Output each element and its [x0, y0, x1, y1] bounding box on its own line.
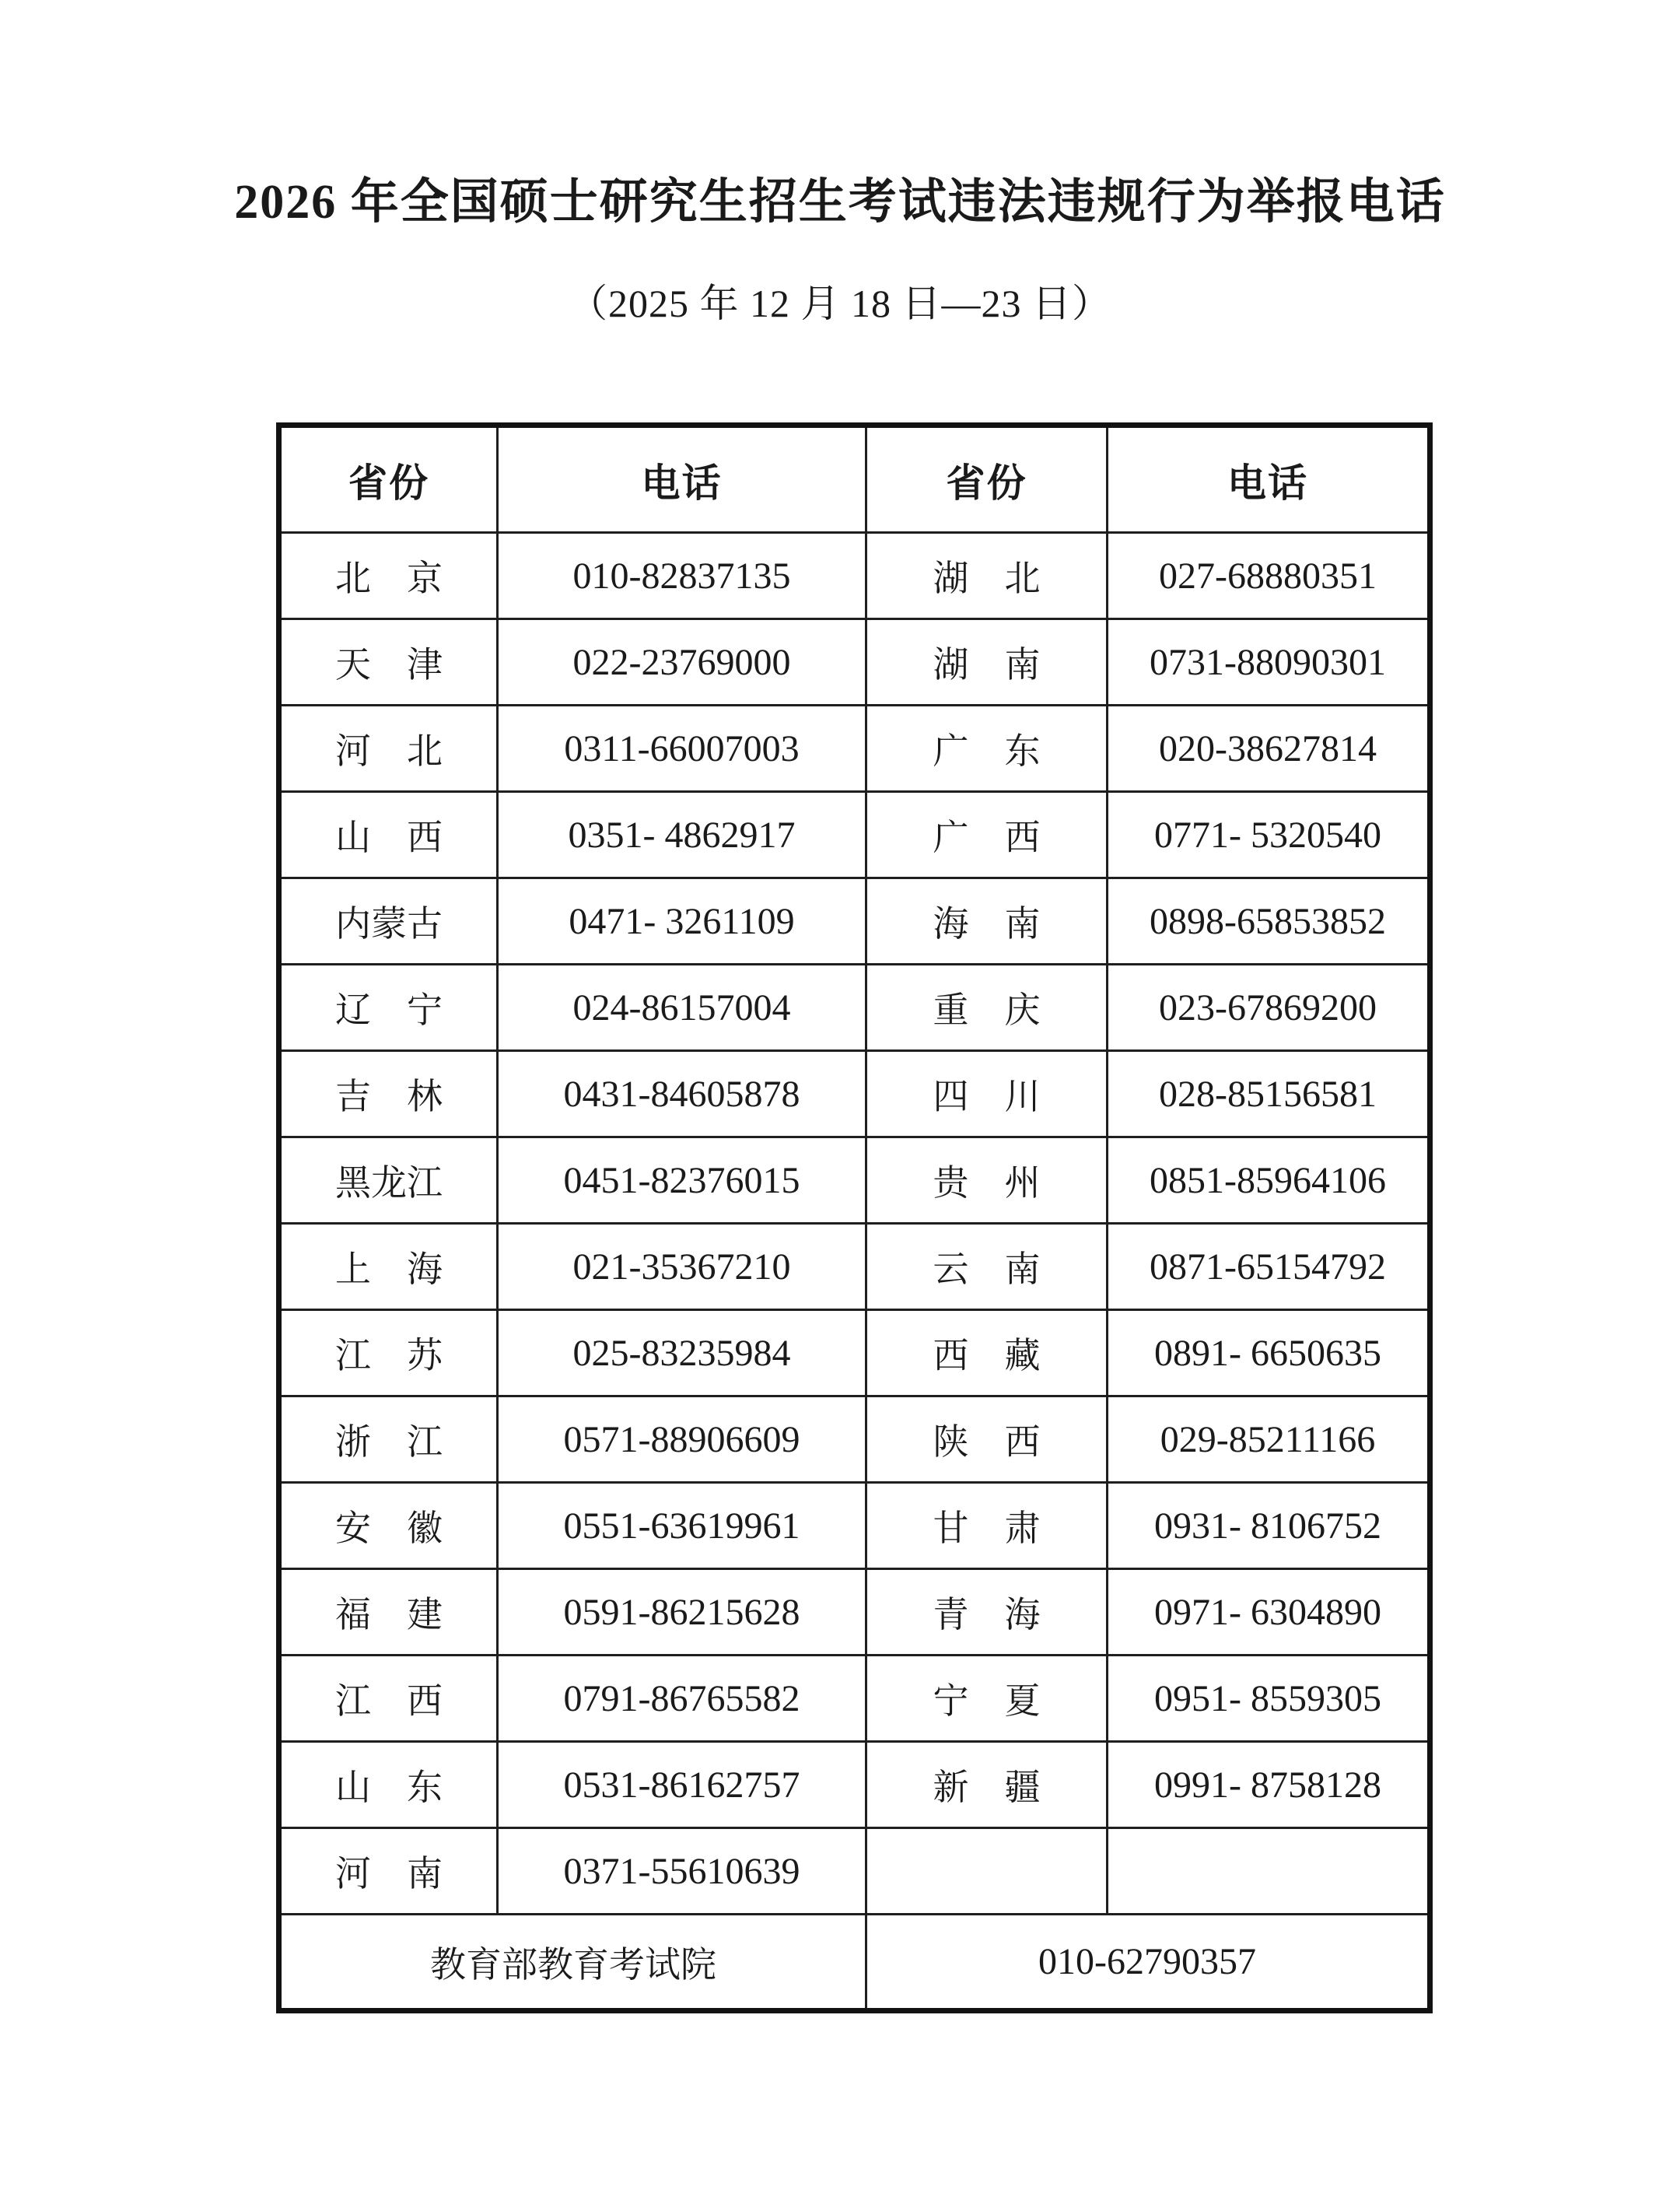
province-cell: 河 北 — [279, 706, 498, 792]
phone-cell: 0591-86215628 — [498, 1569, 866, 1656]
province-cell: 上 海 — [279, 1224, 498, 1310]
phone-cell: 023-67869200 — [1108, 965, 1430, 1051]
table-header-row — [279, 426, 1430, 533]
phone-cell: 0571-88906609 — [498, 1396, 866, 1483]
phone-cell: 0731-88090301 — [1108, 619, 1430, 706]
province-cell: 青 海 — [866, 1569, 1108, 1656]
province-cell: 辽 宁 — [279, 965, 498, 1051]
province-cell: 广 东 — [866, 706, 1108, 792]
province-cell: 江 西 — [279, 1656, 498, 1742]
province-cell: 福 建 — [279, 1569, 498, 1656]
phone-cell: 0898-65853852 — [1108, 878, 1430, 965]
province-cell: 甘 肃 — [866, 1483, 1108, 1569]
province-cell: 重 庆 — [866, 965, 1108, 1051]
province-cell: 西 藏 — [866, 1310, 1108, 1396]
table-row — [279, 619, 1430, 706]
table-footer-row — [279, 1915, 1430, 2011]
province-cell: 内蒙古 — [279, 878, 498, 965]
province-cell: 山 东 — [279, 1742, 498, 1828]
table-row — [279, 965, 1430, 1051]
header-phone-left: 电话 — [498, 426, 866, 533]
phone-cell: 0791-86765582 — [498, 1656, 866, 1742]
report-phone-table — [276, 422, 1433, 2013]
province-cell: 宁 夏 — [866, 1656, 1108, 1742]
phone-cell: 0451-82376015 — [498, 1137, 866, 1224]
table-row — [279, 878, 1430, 965]
phone-cell: 027-68880351 — [1108, 533, 1430, 619]
province-cell: 北 京 — [279, 533, 498, 619]
table-row — [279, 533, 1430, 619]
page-title: 2026 年全国硕士研究生招生考试违法违规行为举报电话 — [234, 176, 1446, 229]
phone-cell: 025-83235984 — [498, 1310, 866, 1396]
phone-cell — [1108, 1828, 1430, 1915]
province-cell: 天 津 — [279, 619, 498, 706]
province-cell: 河 南 — [279, 1828, 498, 1915]
table-row — [279, 1051, 1430, 1137]
phone-cell: 0891- 6650635 — [1108, 1310, 1430, 1396]
province-cell: 新 疆 — [866, 1742, 1108, 1828]
phone-cell: 0471- 3261109 — [498, 878, 866, 965]
province-cell: 陕 西 — [866, 1396, 1108, 1483]
province-cell: 海 南 — [866, 878, 1108, 965]
table-row — [279, 706, 1430, 792]
province-cell: 山 西 — [279, 792, 498, 878]
table-row — [279, 1396, 1430, 1483]
table-row — [279, 1569, 1430, 1656]
phone-cell: 0531-86162757 — [498, 1742, 866, 1828]
province-cell: 黑龙江 — [279, 1137, 498, 1224]
table-row — [279, 1828, 1430, 1915]
header-phone-right: 电话 — [1108, 426, 1430, 533]
table-row — [279, 1137, 1430, 1224]
phone-cell: 020-38627814 — [1108, 706, 1430, 792]
phone-cell: 0311-66007003 — [498, 706, 866, 792]
phone-cell: 022-23769000 — [498, 619, 866, 706]
table-row — [279, 1483, 1430, 1569]
province-cell: 广 西 — [866, 792, 1108, 878]
province-cell: 四 川 — [866, 1051, 1108, 1137]
phone-cell: 0431-84605878 — [498, 1051, 866, 1137]
phone-cell: 0871-65154792 — [1108, 1224, 1430, 1310]
phone-cell: 0371-55610639 — [498, 1828, 866, 1915]
table-row — [279, 792, 1430, 878]
province-cell: 云 南 — [866, 1224, 1108, 1310]
report-phone-table-container — [276, 422, 1427, 2013]
footer-phone-cell: 010-62790357 — [866, 1915, 1430, 2011]
footer-agency-cell: 教育部教育考试院 — [279, 1915, 866, 2011]
page-subtitle: （2025 年 12 月 18 日—23 日） — [569, 282, 1111, 326]
phone-cell: 021-35367210 — [498, 1224, 866, 1310]
province-cell: 江 苏 — [279, 1310, 498, 1396]
province-cell: 湖 北 — [866, 533, 1108, 619]
phone-cell: 0991- 8758128 — [1108, 1742, 1430, 1828]
province-cell: 浙 江 — [279, 1396, 498, 1483]
table-row — [279, 1310, 1430, 1396]
phone-cell: 0931- 8106752 — [1108, 1483, 1430, 1569]
header-province-right: 省份 — [866, 426, 1108, 533]
phone-cell: 0971- 6304890 — [1108, 1569, 1430, 1656]
phone-cell: 024-86157004 — [498, 965, 866, 1051]
province-cell — [866, 1828, 1108, 1915]
phone-cell: 010-82837135 — [498, 533, 866, 619]
phone-cell: 0771- 5320540 — [1108, 792, 1430, 878]
phone-cell: 0951- 8559305 — [1108, 1656, 1430, 1742]
province-cell: 湖 南 — [866, 619, 1108, 706]
table-row — [279, 1656, 1430, 1742]
province-cell: 吉 林 — [279, 1051, 498, 1137]
province-cell: 贵 州 — [866, 1137, 1108, 1224]
province-cell: 安 徽 — [279, 1483, 498, 1569]
phone-cell: 0851-85964106 — [1108, 1137, 1430, 1224]
phone-cell: 0351- 4862917 — [498, 792, 866, 878]
phone-cell: 0551-63619961 — [498, 1483, 866, 1569]
table-row — [279, 1224, 1430, 1310]
header-province-left: 省份 — [279, 426, 498, 533]
table-row — [279, 1742, 1430, 1828]
phone-cell: 029-85211166 — [1108, 1396, 1430, 1483]
phone-cell: 028-85156581 — [1108, 1051, 1430, 1137]
